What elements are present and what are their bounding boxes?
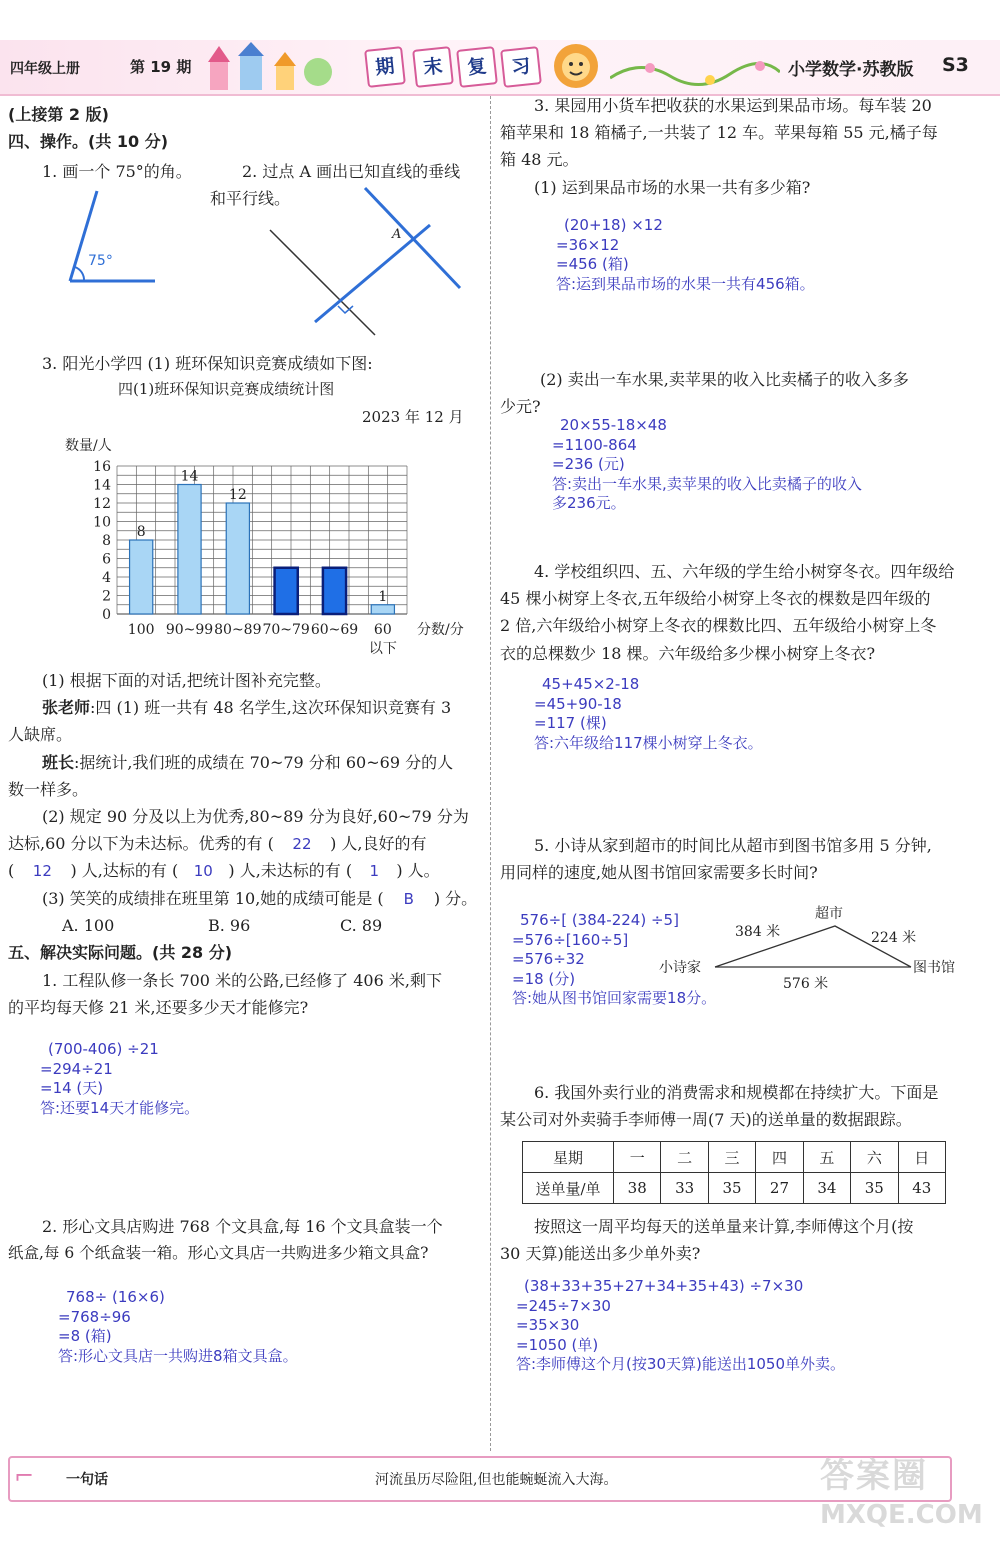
map-distance-1: 384 米	[735, 924, 781, 940]
continued-note: (上接第 2 版)	[8, 105, 109, 124]
p1-answer	[40, 1040, 199, 1118]
q3-sub3b: ) 分。	[433, 889, 478, 908]
footer-label: 一句话	[66, 1472, 108, 1488]
q3-sub2-line3a: (	[8, 861, 15, 880]
r-q3-line2: 箱苹果和 18 箱橘子,一共装了 12 车。苹果每箱 55 元,橘子每	[500, 123, 938, 142]
bar-data-label: 12	[228, 487, 247, 503]
r-q6-line2: 某公司对外卖骑手李师傅一周(7 天)的送单量的数据跟踪。	[500, 1110, 912, 1129]
y-tick-label: 14	[93, 477, 111, 494]
answer-line: =35×30	[516, 1316, 580, 1334]
vine-decoration-icon	[610, 58, 780, 88]
table-cell: 27	[756, 1173, 803, 1204]
x-tick-label: 70~79	[262, 622, 310, 638]
bar-data-label: 14	[180, 468, 199, 485]
answer-line: (20+18) ×12	[564, 216, 663, 234]
answer-line: =117 (棵)	[534, 714, 607, 732]
x-tick-label: 90~99	[165, 622, 214, 638]
monitor-line2: 数一样多。	[8, 780, 89, 799]
q3-sub2-line1: (2) 规定 90 分及以上为优秀,80~89 分为良好,60~79 分为	[42, 807, 469, 826]
answer-line: 答:她从图书馆回家需要18分。	[512, 989, 717, 1007]
route-map	[655, 900, 975, 995]
page-footer	[8, 1456, 952, 1502]
p2-answer-line: 答:形心文具店一共购进8箱文具盒。	[58, 1346, 298, 1365]
r-q4-answer	[534, 675, 763, 753]
r-q3-line3: 箱 48 元。	[500, 150, 579, 169]
answer-line: =456 (箱)	[556, 255, 629, 273]
p2-line2: 纸盒,每 6 个纸盒装一箱。形心文具店一共购进多少箱文具盒?	[8, 1244, 429, 1262]
p1-answer-line: (700-406) ÷21	[48, 1040, 159, 1058]
r-q4-line4: 衣的总棵数少 18 棵。六年级给多少棵小树穿上冬衣?	[500, 644, 876, 663]
q3-sub2-line3d: ) 人。	[396, 861, 440, 880]
answer-line: =18 (分)	[512, 969, 576, 988]
q1-text: 1. 画一个 75°的角。	[42, 162, 192, 181]
map-home-label: 小诗家	[659, 960, 701, 976]
badge-char-1: 期	[364, 46, 406, 88]
teacher-line2: 人缺席。	[8, 725, 73, 744]
x-tick-label-sub: 以下	[368, 641, 397, 657]
p2-answer	[58, 1288, 298, 1366]
answer-line: =576÷32	[512, 950, 585, 968]
q2-text-line1: 2. 过点 A 画出已知直线的垂线	[242, 162, 461, 181]
fill-good: 12	[32, 862, 52, 880]
table-header-row	[523, 1142, 946, 1173]
y-tick-label: 12	[93, 496, 111, 512]
page-code: S3	[942, 54, 969, 76]
table-cell: 35	[851, 1173, 898, 1204]
table-row	[523, 1173, 946, 1204]
monitor-label: 班长	[42, 753, 75, 772]
section4-title: 四、操作。(共 10 分)	[8, 132, 169, 151]
y-tick-label: 6	[102, 551, 111, 568]
lion-mascot-icon	[548, 40, 604, 92]
p2-answer-line: =8 (箱)	[58, 1327, 112, 1345]
table-cell: 四	[756, 1142, 803, 1173]
badge-char-3: 复	[456, 46, 498, 88]
p2-line1: 2. 形心文具店购进 768 个文具盒,每 16 个文具盒装一个	[42, 1217, 443, 1236]
y-tick-label: 8	[102, 533, 111, 549]
fill-fail: 1	[369, 862, 379, 880]
table-cell: 送单量/单	[523, 1173, 614, 1204]
watermark-title: 答案圈	[820, 1456, 928, 1496]
table-cell: 日	[898, 1142, 945, 1173]
answer-line: =236 (元)	[552, 455, 625, 473]
page-header	[0, 40, 1000, 96]
r-q3-sub2-line1: (2) 卖出一车水果,卖苹果的收入比卖橘子的收入多多	[540, 370, 909, 389]
option-a: A. 100	[62, 916, 115, 935]
q3-sub2-line2a: 达标,60 分以下为未达标。优秀的有 (	[8, 834, 274, 853]
answer-line: 答:卖出一车水果,卖苹果的收入比卖橘子的收入	[552, 474, 862, 493]
q3-sub1: (1) 根据下面的对话,把统计图补充完整。	[42, 671, 331, 690]
chart-bar	[371, 605, 394, 614]
perpendicular-parallel-drawing	[260, 180, 480, 340]
x-axis-label: 分数/分	[417, 622, 464, 638]
chart-bar	[178, 485, 201, 615]
table-cell: 35	[708, 1173, 755, 1204]
chart-bar	[226, 503, 249, 614]
q3-intro: 3. 阳光小学四 (1) 班环保知识竞赛成绩如下图:	[42, 354, 373, 373]
map-distance-2: 224 米	[871, 930, 917, 946]
castle-illustration-icon	[200, 42, 340, 92]
answer-line: =1050 (单)	[516, 1335, 599, 1354]
q3-sub2-line2b: ) 人,良好的有	[330, 834, 427, 853]
answer-line: (38+33+35+27+34+35+43) ÷7×30	[524, 1277, 804, 1295]
q3-sub2-line3b: ) 人,达标的有 (	[70, 861, 179, 880]
answer-line: =576÷[160÷5]	[512, 930, 629, 949]
p2-answer-line: =768÷96	[58, 1307, 131, 1326]
answer-line: =245÷7×30	[516, 1296, 611, 1315]
answer-line: 多236元。	[552, 494, 626, 512]
x-tick-label: 60	[373, 622, 392, 638]
answer-line: 45+45×2-18	[542, 675, 640, 693]
y-tick-label: 0	[102, 607, 111, 623]
y-tick-label: 16	[93, 459, 111, 475]
badge-char-2: 末	[412, 46, 454, 88]
answer-line: 答:李师傅这个月(按30天算)能送出1050单外卖。	[516, 1355, 846, 1373]
answer-line: =36×12	[556, 235, 620, 254]
chart-date: 2023 年 12 月	[362, 408, 464, 426]
delivery-table	[522, 1141, 946, 1204]
table-cell: 二	[661, 1142, 708, 1173]
grade-label: 四年级上册	[10, 61, 80, 77]
r-q5-line1: 5. 小诗从家到超市的时间比从超市到图书馆多用 5 分钟,	[534, 836, 932, 855]
answer-line: =1100-864	[552, 435, 637, 454]
x-tick-label: 100	[127, 622, 155, 638]
map-distance-3: 576 米	[783, 976, 829, 992]
map-library-label: 图书馆	[913, 960, 955, 976]
angle-75-drawing	[60, 185, 170, 295]
chart-bar	[130, 540, 153, 614]
x-tick-label: 80~89	[214, 622, 262, 638]
table-cell: 三	[708, 1142, 755, 1173]
bar-chart	[55, 430, 475, 660]
q2-text-line2: 和平行线。	[210, 189, 291, 208]
r-q4-line1: 4. 学校组织四、五、六年级的学生给小树穿冬衣。四年级给	[534, 562, 955, 581]
subject-label: 小学数学·苏教版	[788, 60, 914, 80]
table-cell: 星期	[523, 1142, 614, 1173]
footer-deco-icon: ⌐	[14, 1462, 35, 1490]
r-q4-line2: 45 棵小树穿上冬衣,五年级给小树穿上冬衣的棵数是四年级的	[500, 589, 931, 608]
q3-sub2-line3c: ) 人,未达标的有 (	[228, 861, 353, 880]
answer-line: 答:六年级给117棵小树穿上冬衣。	[534, 733, 763, 752]
watermark-url: MXQE.COM	[820, 1500, 983, 1530]
table-cell: 33	[661, 1173, 708, 1204]
point-a-label: A	[392, 227, 402, 242]
r-q4-line3: 2 倍,六年级给小树穿上冬衣的棵数比四、五年级给小树穿上冬	[500, 616, 937, 635]
r-q6-line1: 6. 我国外卖行业的消费需求和规模都在持续扩大。下面是	[534, 1083, 939, 1102]
answer-line: 576÷[ (384-224) ÷5]	[520, 911, 679, 929]
badge-char-4: 习	[500, 46, 542, 88]
answer-line: 答:运到果品市场的水果一共有456箱。	[556, 274, 815, 293]
r-q3-line1: 3. 果园用小货车把收获的水果运到果品市场。每车装 20	[534, 96, 932, 115]
issue-label: 第 19 期	[130, 58, 192, 76]
table-cell: 五	[803, 1142, 850, 1173]
r-q3-sub1: (1) 运到果品市场的水果一共有多少箱?	[534, 178, 811, 197]
x-tick-label: 60~69	[310, 622, 359, 638]
p1-line2: 的平均每天修 21 米,还要多少天才能修完?	[8, 998, 309, 1017]
q3-sub3a: (3) 笑笑的成绩排在班里第 10,她的成绩可能是 (	[42, 889, 384, 908]
r-q6-line4: 30 天算)能送出多少单外卖?	[500, 1244, 701, 1263]
table-cell: 一	[614, 1142, 661, 1173]
map-supermarket-label: 超市	[815, 906, 843, 922]
answer-line: 20×55-18×48	[560, 416, 667, 434]
p2-answer-line: 768÷ (16×6)	[66, 1288, 165, 1306]
table-cell: 43	[898, 1173, 945, 1204]
option-b: B. 96	[208, 916, 251, 935]
bar-data-label: 8	[136, 524, 146, 540]
footer-quote: 河流虽历尽险阻,但也能蜿蜒流入大海。	[375, 1472, 618, 1488]
table-cell: 六	[851, 1142, 898, 1173]
angle-label: 75°	[88, 253, 113, 269]
fill-excellent: 22	[292, 835, 312, 853]
p1-answer-line: =14 (天)	[40, 1079, 104, 1097]
teacher-label: 张老师	[42, 698, 91, 717]
p1-line1: 1. 工程队修一条长 700 米的公路,已经修了 406 米,剩下	[42, 971, 442, 990]
r-q6-answer	[516, 1277, 845, 1375]
chart-bar	[323, 568, 346, 614]
table-cell: 38	[614, 1173, 661, 1204]
fill-pass: 10	[193, 862, 213, 880]
r-q3-sub2-answer	[552, 416, 862, 514]
monitor-line1: :据统计,我们班的成绩在 70~79 分和 60~69 分的人	[74, 753, 454, 772]
bar-data-label: 1	[378, 588, 388, 605]
y-tick-label: 4	[102, 570, 111, 586]
r-q3-sub2-line2: 少元?	[500, 397, 541, 416]
column-divider	[490, 96, 491, 1451]
r-q3-sub1-answer	[556, 216, 815, 294]
r-q5-line2: 用同样的速度,她从图书馆回家需要多长时间?	[500, 863, 818, 882]
fill-choice: B	[403, 890, 414, 908]
y-tick-label: 10	[93, 514, 111, 531]
chart-title: 四(1)班环保知识竞赛成绩统计图	[118, 380, 335, 398]
p1-answer-line: =294÷21	[40, 1059, 113, 1078]
r-q6-line3: 按照这一周平均每天的送单量来计算,李师傅这个月(按	[534, 1217, 914, 1236]
answer-line: =45+90-18	[534, 694, 622, 713]
y-tick-label: 2	[102, 588, 111, 605]
section5-title: 五、解决实际问题。(共 28 分)	[8, 943, 233, 962]
table-cell: 34	[803, 1173, 850, 1204]
y-axis-label: 数量/人	[65, 438, 112, 454]
option-c: C. 89	[340, 916, 383, 935]
chart-bar	[275, 568, 298, 614]
p1-answer-line: 答:还要14天才能修完。	[40, 1098, 200, 1117]
teacher-line1: :四 (1) 班一共有 48 名学生,这次环保知识竞赛有 3	[90, 698, 452, 717]
